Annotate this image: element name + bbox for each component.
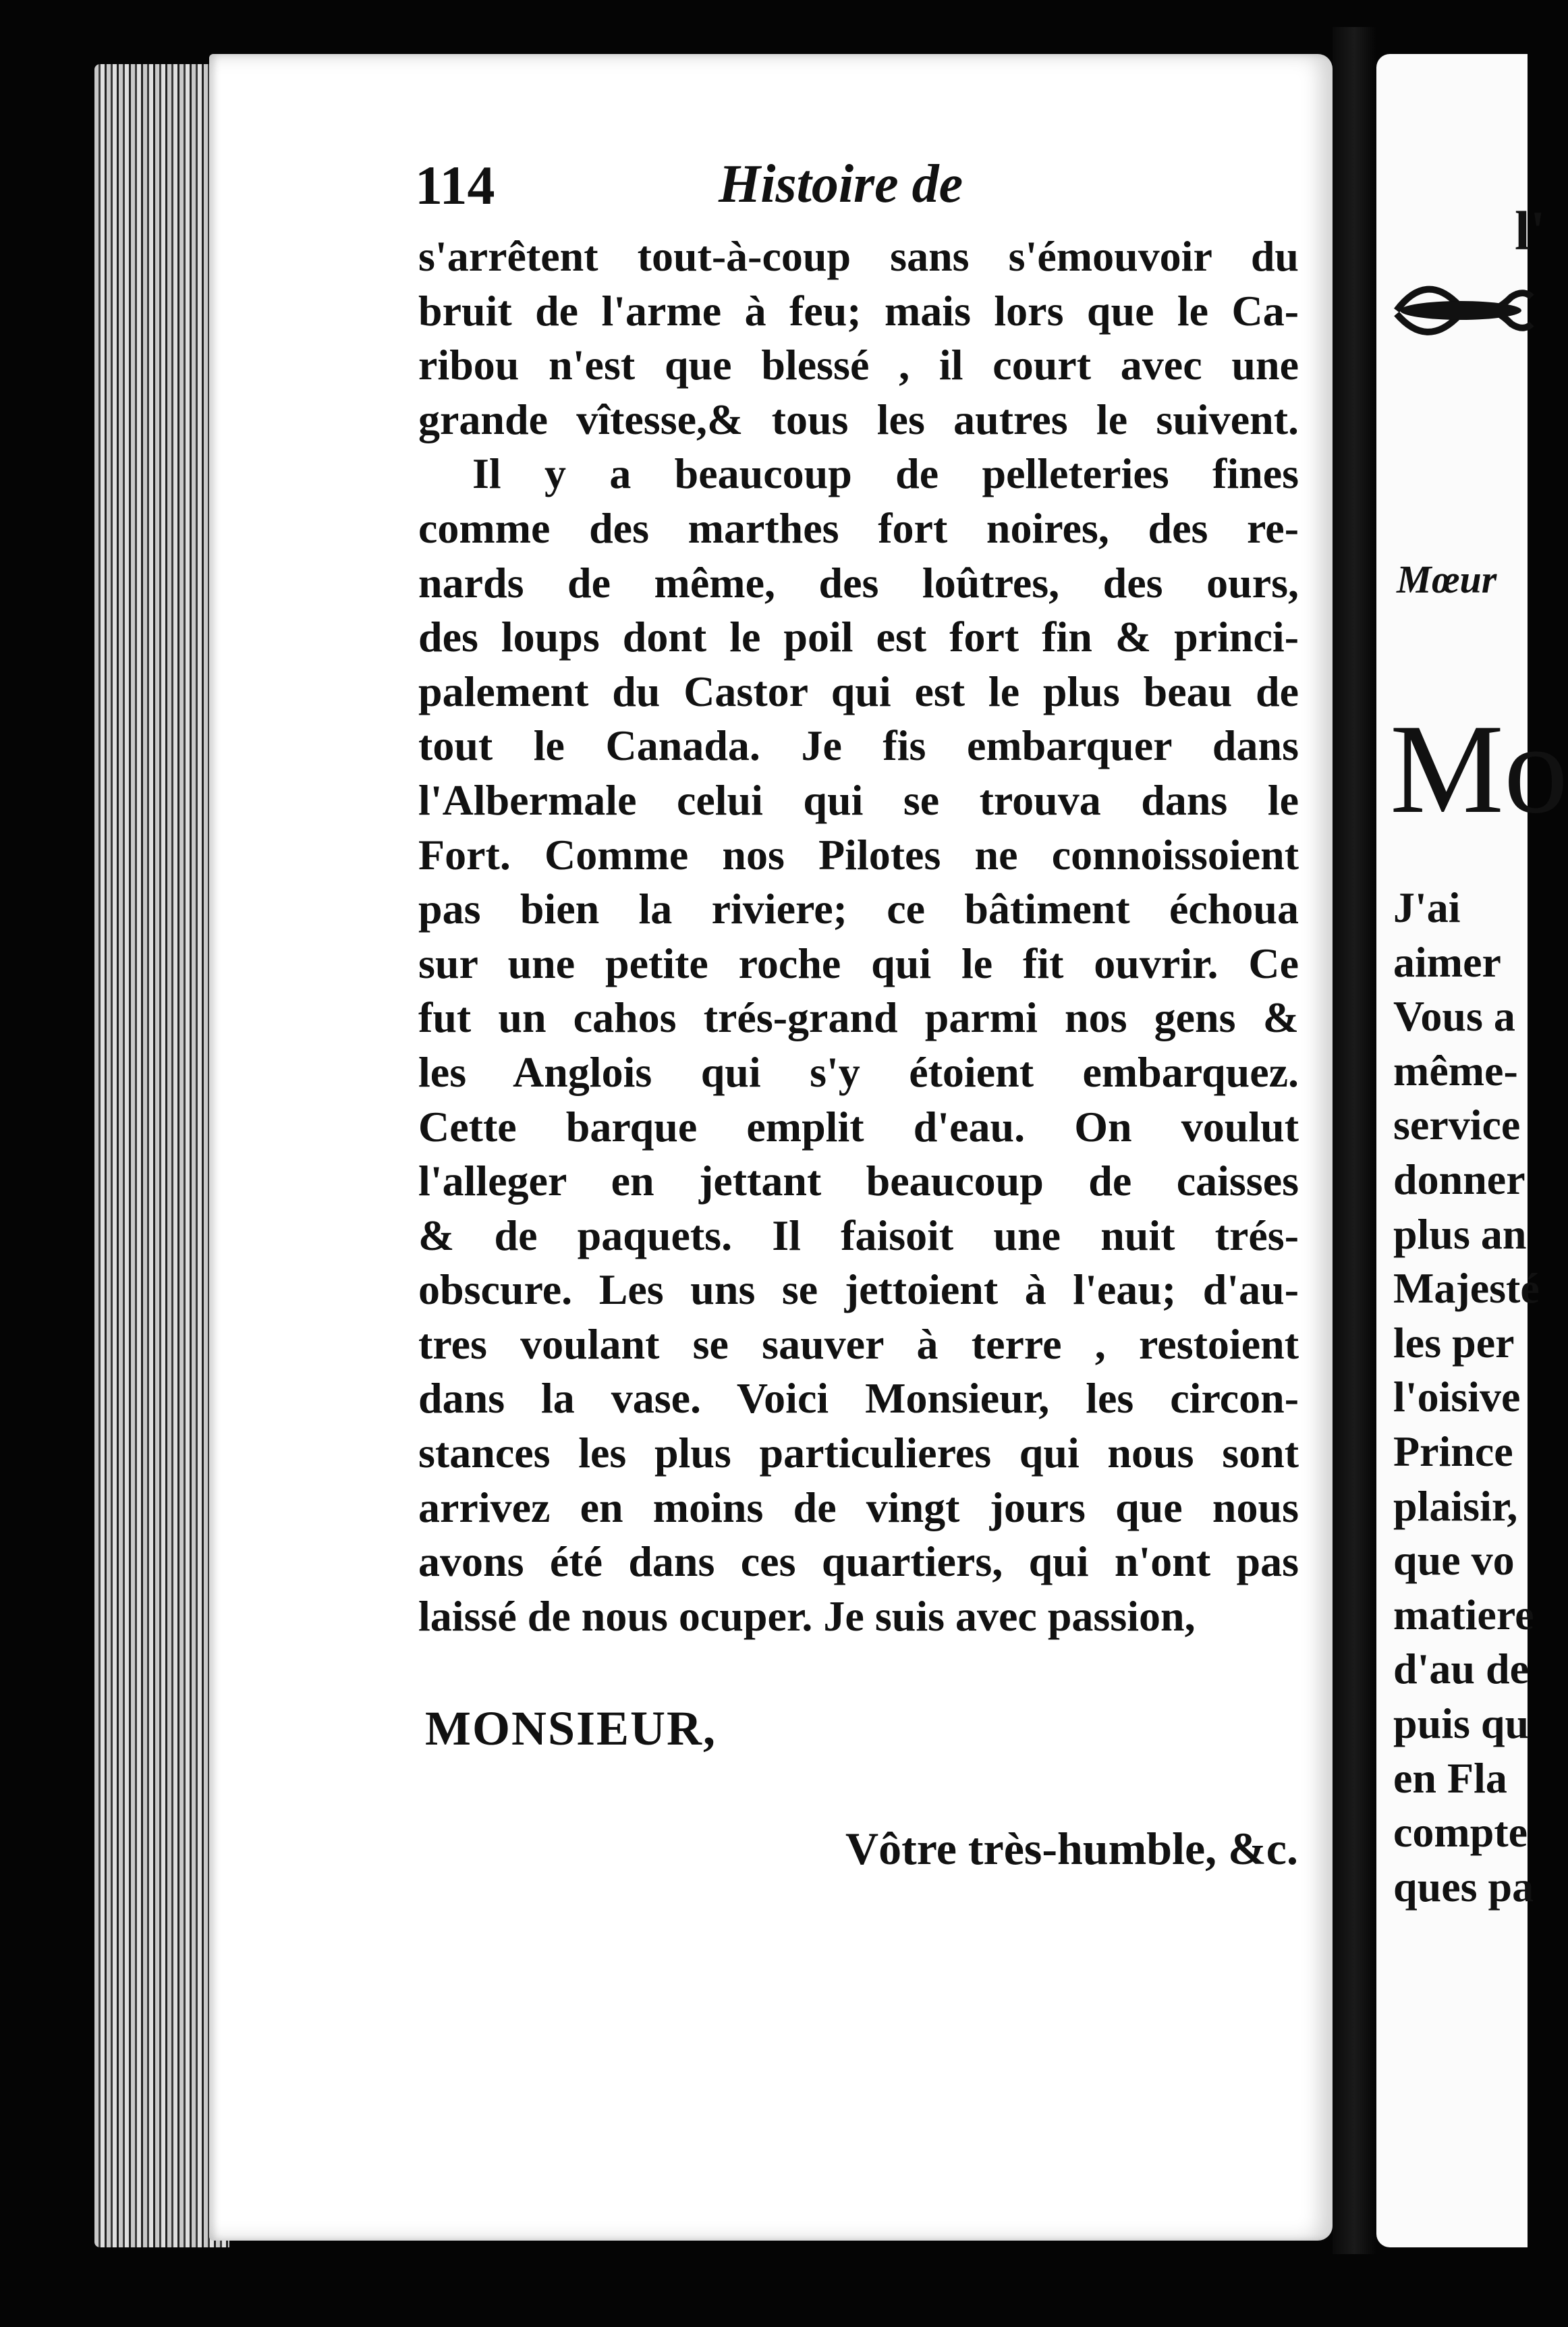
text-line: compte: [1393, 1808, 1528, 1857]
text-line: Cette barque emplit d'eau. On voulut: [418, 1102, 1299, 1151]
text-line: Prince: [1393, 1427, 1513, 1475]
text-line: arrivez en moins de vingt jours que nous: [418, 1483, 1299, 1531]
text-line: avons été dans ces quartiers, qui n'ont pas: [418, 1537, 1299, 1586]
text-line: nards de même, des loûtres, des ours,: [418, 558, 1299, 607]
text-line: obscure. Les uns se jettoient à l'eau; d'au-: [418, 1265, 1299, 1314]
text-line: grande vîtesse,& tous les autres le suivent.: [418, 395, 1299, 443]
text-line: stances les plus particulieres qui nous sont: [418, 1429, 1299, 1477]
text-line: Majesté: [1393, 1264, 1540, 1313]
text-line: s'arrêtent tout-à-coup sans s'émouvoir du: [418, 232, 1299, 280]
text-line: dans la vase. Voici Monsieur, les circon-: [418, 1374, 1299, 1423]
text-line: que vo: [1393, 1536, 1515, 1585]
text-line: ribou n'est que blessé , il court avec une: [418, 341, 1299, 389]
text-line: l'alleger en jettant beaucoup de caisses: [418, 1157, 1299, 1205]
text-line: plaisir,: [1393, 1481, 1518, 1530]
text-line: palement du Castor qui est le plus beau de: [418, 667, 1299, 715]
text-line: les Anglois qui s'y étoient embarquez.: [418, 1047, 1299, 1096]
text-line: matiere: [1393, 1590, 1534, 1639]
text-line: aimer: [1393, 937, 1501, 986]
page-header: [415, 154, 1312, 235]
text-line: d'au de: [1393, 1645, 1529, 1693]
ornament-icon: [1397, 277, 1532, 344]
text-line: comme des marthes fort noires, des re-: [418, 503, 1299, 552]
text-line: tres voulant se sauver à terre , restoient: [418, 1319, 1299, 1368]
page-number: 114: [415, 155, 495, 216]
right-page-header-fragment: l': [1515, 200, 1546, 261]
closing-signature: Vôtre très-humble, &c.: [845, 1823, 1298, 1874]
text-line: laissé de nous ocuper. Je suis avec passion,: [418, 1591, 1196, 1640]
text-line: bruit de l'arme à feu; mais lors que le Ca-: [418, 286, 1299, 335]
text-line: tout le Canada. Je fis embarquer dans: [418, 721, 1299, 770]
running-title: Histoire de: [719, 155, 963, 214]
salutation: MONSIEUR,: [425, 1701, 717, 1755]
text-line: l'Albermale celui qui se trouva dans le: [418, 775, 1299, 824]
text-line: pas bien la riviere; ce bâtiment échoua: [418, 885, 1299, 933]
right-page-heading-fragment: Mœur: [1397, 557, 1497, 601]
text-line: fut un cahos trés-grand parmi nos gens &: [418, 993, 1299, 1042]
text-line: Vous a: [1393, 992, 1515, 1041]
text-line: J'ai: [1393, 883, 1461, 931]
text-line: puis qu: [1393, 1699, 1530, 1747]
right-page: [1376, 54, 1568, 2247]
right-page-text: [1393, 881, 1540, 1914]
text-line: des loups dont le poil est fort fin & princi-: [418, 613, 1299, 661]
text-line: en Fla: [1393, 1753, 1507, 1802]
text-line: les per: [1393, 1318, 1515, 1367]
text-line: ques pa: [1393, 1862, 1534, 1911]
text-line: donner: [1393, 1155, 1525, 1203]
book-gutter: [1333, 27, 1376, 2254]
text-line: Fort. Comme nos Pilotes ne connoissoient: [418, 830, 1299, 879]
text-line: sur une petite roche qui le fit ouvrir. Ce: [418, 939, 1299, 987]
text-line: plus an: [1393, 1209, 1527, 1258]
text-line: l'oisive: [1393, 1373, 1521, 1421]
text-line: Il y a beaucoup de pelleteries fines: [472, 449, 1299, 498]
text-line: même-: [1393, 1046, 1518, 1095]
text-line: & de paquets. Il faisoit une nuit trés-: [418, 1211, 1299, 1259]
body-text: [418, 229, 1299, 1643]
right-page-dropcap: Mo: [1390, 699, 1568, 840]
text-line: service: [1393, 1101, 1521, 1149]
